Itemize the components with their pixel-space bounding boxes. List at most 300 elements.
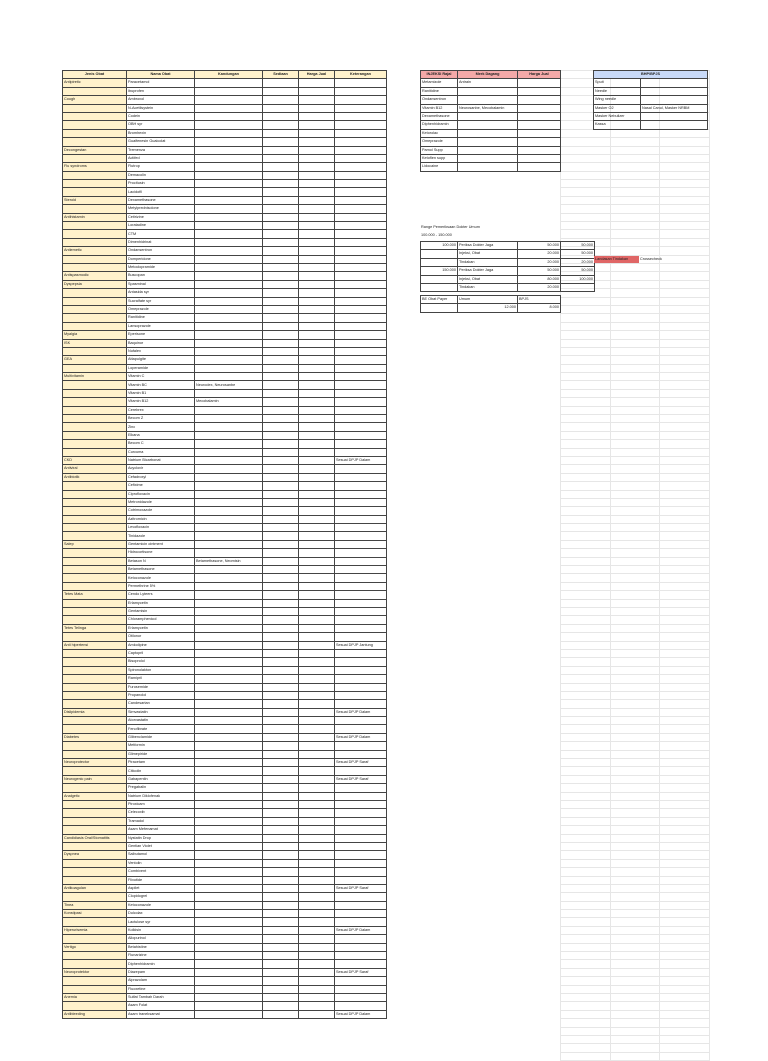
cell-harga-jual[interactable] bbox=[299, 943, 335, 951]
be-value-payer[interactable] bbox=[421, 304, 458, 312]
cell-nama-obat[interactable]: Pregabalin bbox=[127, 784, 195, 792]
cell-nama-obat[interactable]: Propanolol bbox=[127, 691, 195, 699]
cell-kandungan[interactable] bbox=[195, 406, 263, 414]
cell-kandungan[interactable] bbox=[195, 666, 263, 674]
cell-sediaan[interactable] bbox=[263, 280, 299, 288]
cell-jenis-obat[interactable] bbox=[63, 230, 127, 238]
cell-harga-jual[interactable] bbox=[299, 154, 335, 162]
cell-sediaan[interactable] bbox=[263, 415, 299, 423]
cell-keterangan[interactable] bbox=[335, 960, 387, 968]
cell-kandungan[interactable] bbox=[195, 104, 263, 112]
cell-sediaan[interactable] bbox=[263, 599, 299, 607]
cell-tarif-price-alt[interactable]: 20.000 bbox=[561, 258, 595, 266]
cell-kandungan[interactable] bbox=[195, 952, 263, 960]
header-kandungan[interactable]: Kandungan bbox=[195, 71, 263, 79]
cell-sediaan[interactable] bbox=[263, 675, 299, 683]
cell-sediaan[interactable] bbox=[263, 834, 299, 842]
cell-kandungan[interactable] bbox=[195, 121, 263, 129]
cell-harga-jual[interactable] bbox=[299, 498, 335, 506]
cell-kandungan[interactable] bbox=[195, 582, 263, 590]
cell-nama-obat[interactable]: Loperamide bbox=[127, 364, 195, 372]
cell-harga-jual[interactable] bbox=[299, 163, 335, 171]
cell-sediaan[interactable] bbox=[263, 859, 299, 867]
cell-keterangan[interactable] bbox=[335, 138, 387, 146]
cell-harga-jual[interactable] bbox=[299, 557, 335, 565]
cell-jenis-obat[interactable]: Diabetes bbox=[63, 733, 127, 741]
cell-jenis-obat[interactable] bbox=[63, 415, 127, 423]
cell-kandungan[interactable] bbox=[195, 180, 263, 188]
cell-sediaan[interactable] bbox=[263, 331, 299, 339]
cell-kandungan[interactable] bbox=[195, 347, 263, 355]
cell-harga-jual[interactable] bbox=[299, 708, 335, 716]
cell-nama-obat[interactable]: Curcuma bbox=[127, 448, 195, 456]
cell-nama-obat[interactable]: Erlamycetin bbox=[127, 624, 195, 632]
cell-keterangan[interactable] bbox=[335, 255, 387, 263]
cell-harga-jual[interactable] bbox=[299, 1010, 335, 1018]
cell-kandungan[interactable] bbox=[195, 574, 263, 582]
cell-jenis-obat[interactable] bbox=[63, 440, 127, 448]
cell-sediaan[interactable] bbox=[263, 582, 299, 590]
cell-sediaan[interactable] bbox=[263, 708, 299, 716]
cell-nama-obat[interactable]: Becom Z bbox=[127, 415, 195, 423]
cell-harga-jual[interactable] bbox=[299, 247, 335, 255]
cell-jenis-obat[interactable] bbox=[63, 809, 127, 817]
cell-harga-jual[interactable] bbox=[299, 263, 335, 271]
cell-nama-obat[interactable]: Paracetamol bbox=[127, 79, 195, 87]
cell-jenis-obat[interactable] bbox=[63, 666, 127, 674]
cell-jenis-obat[interactable]: Decongestan bbox=[63, 146, 127, 154]
cell-keterangan[interactable] bbox=[335, 171, 387, 179]
cell-sediaan[interactable] bbox=[263, 272, 299, 280]
cell-keterangan[interactable] bbox=[335, 977, 387, 985]
cell-kandungan[interactable] bbox=[195, 415, 263, 423]
cell-nama-obat[interactable]: Sulfat Tambah Darah bbox=[127, 993, 195, 1001]
cell-nama-obat[interactable]: Guaifenesin Guaicolat bbox=[127, 138, 195, 146]
cell-kandungan[interactable] bbox=[195, 515, 263, 523]
cell-harga-jual[interactable] bbox=[299, 952, 335, 960]
cell-kandungan[interactable]: Neurodex, Neurosanbe bbox=[195, 381, 263, 389]
cell-jenis-obat[interactable] bbox=[63, 800, 127, 808]
cell-injeksi-rajal[interactable]: Dexamethasone bbox=[421, 112, 458, 120]
cell-nama-obat[interactable]: Vitamin BC bbox=[127, 381, 195, 389]
cell-jenis-obat[interactable] bbox=[63, 129, 127, 137]
cell-tarif-price[interactable]: 80.000 bbox=[518, 275, 561, 283]
cell-kandungan[interactable] bbox=[195, 658, 263, 666]
cell-sediaan[interactable] bbox=[263, 482, 299, 490]
cell-sediaan[interactable] bbox=[263, 431, 299, 439]
cell-sediaan[interactable] bbox=[263, 180, 299, 188]
cell-keterangan[interactable] bbox=[335, 574, 387, 582]
cell-kandungan[interactable] bbox=[195, 524, 263, 532]
cell-nama-obat[interactable]: Antasida syr bbox=[127, 289, 195, 297]
cell-kandungan[interactable] bbox=[195, 96, 263, 104]
cell-sediaan[interactable] bbox=[263, 314, 299, 322]
cell-nama-obat[interactable]: Actifed bbox=[127, 154, 195, 162]
cell-keterangan[interactable] bbox=[335, 868, 387, 876]
cell-harga-jual[interactable] bbox=[299, 767, 335, 775]
cell-harga-jual[interactable] bbox=[299, 356, 335, 364]
cell-nama-obat[interactable]: Spironolakton bbox=[127, 666, 195, 674]
cell-harga-jual[interactable] bbox=[518, 121, 561, 129]
cell-kandungan[interactable] bbox=[195, 985, 263, 993]
cell-keterangan[interactable] bbox=[335, 750, 387, 758]
cell-harga-jual[interactable] bbox=[299, 305, 335, 313]
cell-harga-jual[interactable] bbox=[299, 490, 335, 498]
cell-sediaan[interactable] bbox=[263, 557, 299, 565]
cell-nama-obat[interactable]: Lansoprazole bbox=[127, 322, 195, 330]
cell-kandungan[interactable] bbox=[195, 960, 263, 968]
cell-sediaan[interactable] bbox=[263, 775, 299, 783]
cell-kandungan[interactable] bbox=[195, 725, 263, 733]
cell-harga-jual[interactable] bbox=[299, 230, 335, 238]
cell-nama-obat[interactable]: OBH syr bbox=[127, 121, 195, 129]
cell-nama-obat[interactable]: Dimenhidrinat bbox=[127, 238, 195, 246]
cell-kandungan[interactable] bbox=[195, 717, 263, 725]
cell-harga-jual[interactable] bbox=[299, 255, 335, 263]
cell-nama-obat[interactable]: Celecoxib bbox=[127, 809, 195, 817]
cell-nama-obat[interactable]: Ciprofloxacin bbox=[127, 490, 195, 498]
cell-nama-obat[interactable]: Cerebrex bbox=[127, 406, 195, 414]
cell-nama-obat[interactable]: Combivent bbox=[127, 868, 195, 876]
cell-keterangan[interactable] bbox=[335, 373, 387, 381]
cell-jenis-obat[interactable] bbox=[63, 633, 127, 641]
cell-harga-jual[interactable] bbox=[299, 784, 335, 792]
cell-sediaan[interactable] bbox=[263, 423, 299, 431]
cell-sediaan[interactable] bbox=[263, 641, 299, 649]
cell-sediaan[interactable] bbox=[263, 322, 299, 330]
cell-nama-obat[interactable]: Tramadol bbox=[127, 817, 195, 825]
cell-kandungan[interactable] bbox=[195, 163, 263, 171]
cell-kandungan[interactable] bbox=[195, 993, 263, 1001]
cell-tarif-price[interactable]: 20.000 bbox=[518, 283, 561, 291]
cell-merk-dagang[interactable] bbox=[458, 138, 518, 146]
cell-kandungan[interactable] bbox=[195, 1010, 263, 1018]
cell-jenis-obat[interactable]: Antihistamin bbox=[63, 213, 127, 221]
cell-kandungan[interactable] bbox=[195, 977, 263, 985]
cell-jenis-obat[interactable] bbox=[63, 222, 127, 230]
cell-keterangan[interactable] bbox=[335, 784, 387, 792]
cell-sediaan[interactable] bbox=[263, 910, 299, 918]
cell-kandungan[interactable] bbox=[195, 305, 263, 313]
cell-sediaan[interactable] bbox=[263, 305, 299, 313]
cell-kandungan[interactable] bbox=[195, 943, 263, 951]
cell-jenis-obat[interactable] bbox=[63, 750, 127, 758]
cell-jenis-obat[interactable] bbox=[63, 557, 127, 565]
cell-keterangan[interactable] bbox=[335, 188, 387, 196]
cell-tarif-price-alt[interactable]: 50.000 bbox=[561, 242, 595, 250]
cell-harga-jual[interactable] bbox=[299, 532, 335, 540]
cell-sediaan[interactable] bbox=[263, 398, 299, 406]
cell-kandungan[interactable] bbox=[195, 297, 263, 305]
cell-kandungan[interactable] bbox=[195, 733, 263, 741]
cell-harga-jual[interactable] bbox=[299, 549, 335, 557]
cell-harga-jual[interactable] bbox=[299, 675, 335, 683]
cell-keterangan[interactable] bbox=[335, 851, 387, 859]
cell-jenis-obat[interactable] bbox=[63, 859, 127, 867]
cell-kandungan[interactable] bbox=[195, 759, 263, 767]
cell-harga-jual[interactable] bbox=[299, 608, 335, 616]
cell-kandungan[interactable] bbox=[195, 154, 263, 162]
cell-sediaan[interactable] bbox=[263, 213, 299, 221]
cell-keterangan[interactable] bbox=[335, 633, 387, 641]
cell-harga-jual[interactable] bbox=[299, 759, 335, 767]
cell-sediaan[interactable] bbox=[263, 926, 299, 934]
cell-keterangan[interactable] bbox=[335, 591, 387, 599]
cell-nama-obat[interactable]: Gabapentin bbox=[127, 775, 195, 783]
cell-keterangan[interactable] bbox=[335, 952, 387, 960]
cell-jenis-obat[interactable]: Antipiretic bbox=[63, 79, 127, 87]
cell-harga-jual[interactable] bbox=[518, 154, 561, 162]
cell-nama-obat[interactable]: Betason N bbox=[127, 557, 195, 565]
cell-harga-jual[interactable] bbox=[299, 129, 335, 137]
cell-harga-jual[interactable] bbox=[299, 868, 335, 876]
cell-jenis-obat[interactable]: Anemia bbox=[63, 993, 127, 1001]
cell-sediaan[interactable] bbox=[263, 297, 299, 305]
cell-keterangan[interactable]: Sesuai DPJP Jantung bbox=[335, 641, 387, 649]
cell-tarif-item[interactable]: Tindakan bbox=[458, 258, 518, 266]
cell-kandungan[interactable]: Mecobalamin bbox=[195, 398, 263, 406]
cell-harga-jual[interactable] bbox=[518, 79, 561, 87]
cell-jenis-obat[interactable] bbox=[63, 347, 127, 355]
cell-kandungan[interactable] bbox=[195, 171, 263, 179]
cell-sediaan[interactable] bbox=[263, 238, 299, 246]
cell-jenis-obat[interactable] bbox=[63, 817, 127, 825]
cell-kandungan[interactable] bbox=[195, 112, 263, 120]
cell-nama-obat[interactable]: Piroxicam bbox=[127, 800, 195, 808]
cell-keterangan[interactable] bbox=[335, 725, 387, 733]
cell-jenis-obat[interactable] bbox=[63, 423, 127, 431]
cell-keterangan[interactable] bbox=[335, 658, 387, 666]
cell-harga-jual[interactable] bbox=[299, 440, 335, 448]
cell-kandungan[interactable] bbox=[195, 255, 263, 263]
cell-injeksi-rajal[interactable]: Metamizole bbox=[421, 79, 458, 87]
cell-jenis-obat[interactable]: Salep bbox=[63, 540, 127, 548]
cell-jenis-obat[interactable] bbox=[63, 725, 127, 733]
cell-harga-jual[interactable] bbox=[518, 104, 561, 112]
cell-kandungan[interactable] bbox=[195, 700, 263, 708]
cell-harga-jual[interactable] bbox=[299, 465, 335, 473]
cell-sediaan[interactable] bbox=[263, 884, 299, 892]
cell-nama-obat[interactable]: Gentian Violet bbox=[127, 842, 195, 850]
cell-kandungan[interactable] bbox=[195, 935, 263, 943]
cell-sediaan[interactable] bbox=[263, 289, 299, 297]
cell-kandungan[interactable] bbox=[195, 834, 263, 842]
cell-jenis-obat[interactable] bbox=[63, 691, 127, 699]
cell-jenis-obat[interactable] bbox=[63, 524, 127, 532]
cell-keterangan[interactable] bbox=[335, 540, 387, 548]
cell-harga-jual[interactable] bbox=[299, 582, 335, 590]
cell-bhp-note[interactable] bbox=[641, 112, 708, 120]
cell-jenis-obat[interactable] bbox=[63, 121, 127, 129]
cell-nama-obat[interactable]: Ondansentron bbox=[127, 247, 195, 255]
cell-kandungan[interactable] bbox=[195, 532, 263, 540]
cell-kandungan[interactable] bbox=[195, 901, 263, 909]
cell-sediaan[interactable] bbox=[263, 691, 299, 699]
cell-jenis-obat[interactable] bbox=[63, 263, 127, 271]
cell-harga-jual[interactable] bbox=[299, 926, 335, 934]
cell-kandungan[interactable] bbox=[195, 473, 263, 481]
cell-keterangan[interactable] bbox=[335, 272, 387, 280]
cell-kandungan[interactable] bbox=[195, 314, 263, 322]
cell-nama-obat[interactable]: Diphenhidramin bbox=[127, 960, 195, 968]
cell-nama-obat[interactable]: Lactulose syr bbox=[127, 918, 195, 926]
cell-kandungan[interactable] bbox=[195, 549, 263, 557]
cell-injeksi-rajal[interactable]: Vitamin B12 bbox=[421, 104, 458, 112]
cell-nama-obat[interactable]: Tinidazole bbox=[127, 532, 195, 540]
cell-nama-obat[interactable]: Bisoprolol bbox=[127, 658, 195, 666]
cell-jenis-obat[interactable] bbox=[63, 381, 127, 389]
cell-harga-jual[interactable] bbox=[299, 297, 335, 305]
cell-jenis-obat[interactable]: Dyspnea bbox=[63, 851, 127, 859]
cell-sediaan[interactable] bbox=[263, 146, 299, 154]
cell-nama-obat[interactable]: Sucralfate syr bbox=[127, 297, 195, 305]
cell-keterangan[interactable] bbox=[335, 87, 387, 95]
cell-keterangan[interactable] bbox=[335, 809, 387, 817]
cell-jenis-obat[interactable] bbox=[63, 985, 127, 993]
cell-keterangan[interactable] bbox=[335, 213, 387, 221]
cell-harga-jual[interactable] bbox=[299, 146, 335, 154]
header-injeksi-rajal[interactable]: INJEKSI Rajal bbox=[421, 71, 458, 79]
cell-nama-obat[interactable]: Nufalex bbox=[127, 347, 195, 355]
cell-harga-jual[interactable] bbox=[299, 205, 335, 213]
cell-harga-jual[interactable] bbox=[299, 566, 335, 574]
cell-jenis-obat[interactable] bbox=[63, 205, 127, 213]
header-harga-jual-injeksi[interactable]: Harga Jual bbox=[518, 71, 561, 79]
cell-tarif-price-alt[interactable]: 100.000 bbox=[561, 275, 595, 283]
cell-jenis-obat[interactable] bbox=[63, 305, 127, 313]
cell-nama-obat[interactable]: Salbutamol bbox=[127, 851, 195, 859]
cell-jenis-obat[interactable] bbox=[63, 717, 127, 725]
cell-nama-obat[interactable]: Chloramphenicol bbox=[127, 616, 195, 624]
cell-sediaan[interactable] bbox=[263, 608, 299, 616]
cell-kandungan[interactable] bbox=[195, 272, 263, 280]
cell-bhp-note[interactable] bbox=[641, 79, 708, 87]
cell-keterangan[interactable] bbox=[335, 473, 387, 481]
cell-jenis-obat[interactable] bbox=[63, 616, 127, 624]
cell-keterangan[interactable] bbox=[335, 675, 387, 683]
cell-sediaan[interactable] bbox=[263, 222, 299, 230]
cell-kandungan[interactable] bbox=[195, 448, 263, 456]
cell-nama-obat[interactable]: Natrium Bicarbonat bbox=[127, 456, 195, 464]
cell-sediaan[interactable] bbox=[263, 364, 299, 372]
cell-jenis-obat[interactable] bbox=[63, 582, 127, 590]
cell-merk-dagang[interactable] bbox=[458, 154, 518, 162]
cell-keterangan[interactable] bbox=[335, 205, 387, 213]
cell-sediaan[interactable] bbox=[263, 591, 299, 599]
cell-sediaan[interactable] bbox=[263, 507, 299, 515]
cell-jenis-obat[interactable]: Antiviral bbox=[63, 465, 127, 473]
cell-sediaan[interactable] bbox=[263, 347, 299, 355]
cell-jenis-obat[interactable] bbox=[63, 658, 127, 666]
cell-harga-jual[interactable] bbox=[299, 717, 335, 725]
cell-sediaan[interactable] bbox=[263, 121, 299, 129]
cell-harga-jual[interactable] bbox=[299, 742, 335, 750]
cell-harga-jual[interactable] bbox=[299, 876, 335, 884]
cell-sediaan[interactable] bbox=[263, 725, 299, 733]
cell-keterangan[interactable] bbox=[335, 935, 387, 943]
cell-sediaan[interactable] bbox=[263, 473, 299, 481]
cell-sediaan[interactable] bbox=[263, 893, 299, 901]
cell-jenis-obat[interactable] bbox=[63, 188, 127, 196]
cell-tarif-total[interactable] bbox=[421, 275, 458, 283]
cell-keterangan[interactable] bbox=[335, 742, 387, 750]
cell-kandungan[interactable] bbox=[195, 750, 263, 758]
cell-sediaan[interactable] bbox=[263, 154, 299, 162]
cell-tarif-price[interactable]: 20.000 bbox=[518, 258, 561, 266]
cell-harga-jual[interactable] bbox=[518, 96, 561, 104]
cell-sediaan[interactable] bbox=[263, 817, 299, 825]
cell-sediaan[interactable] bbox=[263, 574, 299, 582]
cell-keterangan[interactable] bbox=[335, 121, 387, 129]
cell-sediaan[interactable] bbox=[263, 381, 299, 389]
cell-jenis-obat[interactable] bbox=[63, 482, 127, 490]
cell-jenis-obat[interactable] bbox=[63, 406, 127, 414]
be-value-bpjs[interactable]: 8.000 bbox=[518, 304, 561, 312]
cell-keterangan[interactable] bbox=[335, 364, 387, 372]
cell-jenis-obat[interactable]: GEA bbox=[63, 356, 127, 364]
cell-harga-jual[interactable] bbox=[299, 935, 335, 943]
cell-kandungan[interactable] bbox=[195, 373, 263, 381]
cell-nama-obat[interactable]: Metylprednisolone bbox=[127, 205, 195, 213]
cell-harga-jual[interactable] bbox=[299, 851, 335, 859]
cell-injeksi-rajal[interactable]: Pamol Supp bbox=[421, 146, 458, 154]
cell-bhp-item[interactable]: Masker Nebulizer bbox=[594, 112, 641, 120]
cell-nama-obat[interactable]: Baquinor bbox=[127, 339, 195, 347]
cell-keterangan[interactable] bbox=[335, 683, 387, 691]
cell-harga-jual[interactable] bbox=[299, 213, 335, 221]
cell-harga-jual[interactable] bbox=[299, 918, 335, 926]
cell-nama-obat[interactable]: Permethrine 5% bbox=[127, 582, 195, 590]
cell-keterangan[interactable]: Sesuai DPJP Dalam bbox=[335, 733, 387, 741]
cell-keterangan[interactable] bbox=[335, 800, 387, 808]
cell-keterangan[interactable]: Sesuai DPJP Dalam bbox=[335, 456, 387, 464]
cell-harga-jual[interactable] bbox=[518, 146, 561, 154]
cell-jenis-obat[interactable] bbox=[63, 138, 127, 146]
cell-jenis-obat[interactable]: CKD bbox=[63, 456, 127, 464]
cell-nama-obat[interactable]: Diazepam bbox=[127, 968, 195, 976]
cell-jenis-obat[interactable]: Multivitamin bbox=[63, 373, 127, 381]
cell-kandungan[interactable] bbox=[195, 792, 263, 800]
cell-sediaan[interactable] bbox=[263, 138, 299, 146]
cell-sediaan[interactable] bbox=[263, 456, 299, 464]
cell-harga-jual[interactable] bbox=[299, 842, 335, 850]
cell-nama-obat[interactable]: Ranitidine bbox=[127, 314, 195, 322]
cell-nama-obat[interactable]: Metronidazole bbox=[127, 498, 195, 506]
cell-nama-obat[interactable]: Simvastatin bbox=[127, 708, 195, 716]
cell-keterangan[interactable] bbox=[335, 524, 387, 532]
cell-harga-jual[interactable] bbox=[299, 364, 335, 372]
cell-jenis-obat[interactable]: Hiperurisemia bbox=[63, 926, 127, 934]
cell-kandungan[interactable] bbox=[195, 649, 263, 657]
cell-jenis-obat[interactable] bbox=[63, 490, 127, 498]
cell-harga-jual[interactable] bbox=[299, 977, 335, 985]
cell-injeksi-rajal[interactable]: Ketoflen supp bbox=[421, 154, 458, 162]
cell-harga-jual[interactable] bbox=[299, 800, 335, 808]
cell-harga-jual[interactable] bbox=[299, 616, 335, 624]
cell-harga-jual[interactable] bbox=[299, 104, 335, 112]
cell-injeksi-rajal[interactable]: Omeprazole bbox=[421, 138, 458, 146]
cell-harga-jual[interactable] bbox=[299, 456, 335, 464]
cell-sediaan[interactable] bbox=[263, 1010, 299, 1018]
be-header-payer[interactable]: BE Obat Payer bbox=[421, 296, 458, 304]
cell-keterangan[interactable] bbox=[335, 263, 387, 271]
cell-sediaan[interactable] bbox=[263, 826, 299, 834]
cell-nama-obat[interactable]: Kolkisin bbox=[127, 926, 195, 934]
cell-nama-obat[interactable]: Buscopan bbox=[127, 272, 195, 280]
cell-jenis-obat[interactable]: Cough bbox=[63, 96, 127, 104]
cell-kandungan[interactable] bbox=[195, 691, 263, 699]
cell-jenis-obat[interactable] bbox=[63, 1002, 127, 1010]
